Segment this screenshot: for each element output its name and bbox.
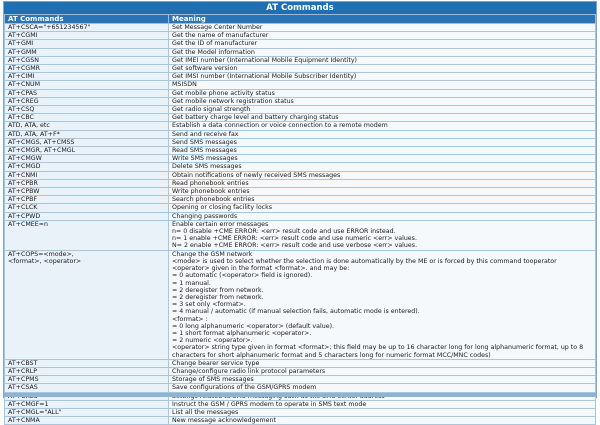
command-cell: AT+CSQ xyxy=(5,106,169,114)
command-cell: AT+CSCA="+651234567" xyxy=(5,24,169,32)
meaning-cell: Change/configure radio link protocol parameters xyxy=(169,367,596,375)
table-row xyxy=(5,65,596,73)
table-row xyxy=(5,24,596,32)
meaning-cell: Write SMS messages xyxy=(169,155,596,163)
table-row xyxy=(5,359,596,367)
table-row xyxy=(5,32,596,40)
command-cell: AT+CSAS xyxy=(5,384,169,392)
command-cell: AT+CMGR, AT+CMGL xyxy=(5,147,169,155)
meaning-cell: Send SMS messages xyxy=(169,138,596,146)
command-cell: AT+CPMS xyxy=(5,376,169,384)
command-cell: AT+CBST xyxy=(5,359,169,367)
meaning-cell: Read SMS messages xyxy=(169,147,596,155)
meaning-cell: Get mobile phone activity status xyxy=(169,89,596,97)
bottom-border-band xyxy=(4,393,596,397)
table-row xyxy=(5,376,596,384)
table-row xyxy=(5,147,596,155)
command-cell: AT+CNMI xyxy=(5,171,169,179)
command-cell: AT+CMGW xyxy=(5,155,169,163)
table-row xyxy=(5,122,596,130)
meaning-cell: Change bearer service type xyxy=(169,359,596,367)
command-cell: AT+CPBF xyxy=(5,196,169,204)
command-cell: AT+CRLP xyxy=(5,367,169,375)
table-row xyxy=(5,212,596,220)
meaning-cell: Get IMEI number (International Mobile Equipment Identity) xyxy=(169,56,596,64)
meaning-cell: New message acknowledgement xyxy=(169,417,596,425)
panel-title: AT Commands xyxy=(4,2,596,14)
command-cell: AT+CREG xyxy=(5,97,169,105)
command-cell: AT+CPBW xyxy=(5,188,169,196)
table-row xyxy=(5,56,596,64)
command-cell: AT+CNMA xyxy=(5,417,169,425)
table-row xyxy=(5,138,596,146)
meaning-cell: Get the Model information xyxy=(169,48,596,56)
command-cell: AT+CPBR xyxy=(5,179,169,187)
table-row xyxy=(5,81,596,89)
meaning-cell: Get the name of manufacturer xyxy=(169,32,596,40)
table-row xyxy=(5,130,596,138)
command-cell: AT+CGMI xyxy=(5,32,169,40)
command-cell: AT+CNUM xyxy=(5,81,169,89)
table-row xyxy=(5,163,596,171)
at-commands-table xyxy=(4,14,596,425)
table-row xyxy=(5,40,596,48)
table-row xyxy=(5,155,596,163)
meaning-cell: Obtain notifications of newly received SMS messages xyxy=(169,171,596,179)
table-row xyxy=(5,417,596,425)
command-cell: AT+CGSN xyxy=(5,56,169,64)
command-cell: AT+CMGL="ALL" xyxy=(5,408,169,416)
command-cell: AT+CIMI xyxy=(5,73,169,81)
command-cell: AT+CPAS xyxy=(5,89,169,97)
table-row xyxy=(5,196,596,204)
command-cell: AT+GMI xyxy=(5,40,169,48)
command-cell: AT+CPWD xyxy=(5,212,169,220)
meaning-cell: Establish a data connection or voice connection to a remote modem xyxy=(169,122,596,130)
meaning-cell: MSISDN xyxy=(169,81,596,89)
table-row xyxy=(5,408,596,416)
table-row xyxy=(5,188,596,196)
command-cell: AT+CBC xyxy=(5,114,169,122)
meaning-cell: Get software version xyxy=(169,65,596,73)
table-row xyxy=(5,89,596,97)
meaning-cell: Get battery charge level and battery charging status xyxy=(169,114,596,122)
command-cell: AT+CMEE=n xyxy=(5,220,169,250)
meaning-cell: List all the messages xyxy=(169,408,596,416)
table-row xyxy=(5,97,596,105)
meaning-cell: Send and receive fax xyxy=(169,130,596,138)
meaning-cell: Opening or closing facility locks xyxy=(169,204,596,212)
column-header-meaning: Meaning xyxy=(169,15,596,24)
meaning-cell: Get IMSI number (International Mobile Subscriber Identity) xyxy=(169,73,596,81)
command-cell: AT+CMGS, AT+CMSS xyxy=(5,138,169,146)
table-header-row xyxy=(5,15,596,24)
table-body xyxy=(5,24,596,425)
meaning-cell: Write phonebook entries xyxy=(169,188,596,196)
meaning-cell: Read phonebook entries xyxy=(169,179,596,187)
meaning-cell: Instruct the GSM / GPRS modem to operate in SMS text mode xyxy=(169,400,596,408)
table-row xyxy=(5,367,596,375)
table-row xyxy=(5,384,596,392)
command-cell: AT+GMM xyxy=(5,48,169,56)
command-cell: AT+CLCK xyxy=(5,204,169,212)
table-row xyxy=(5,250,596,359)
command-cell: AT+CMGF=1 xyxy=(5,400,169,408)
table-row xyxy=(5,106,596,114)
table-row xyxy=(5,204,596,212)
table-row xyxy=(5,220,596,250)
table-row xyxy=(5,48,596,56)
column-header-command: AT Commands xyxy=(5,15,169,24)
table-row xyxy=(5,114,596,122)
command-cell: AT+CGMR xyxy=(5,65,169,73)
command-cell: ATD, ATA, etc xyxy=(5,122,169,130)
meaning-cell: Get mobile network registration status xyxy=(169,97,596,105)
table-row xyxy=(5,171,596,179)
meaning-cell: Enable certain error messages n= 0 disable +CME ERROR: <err> result code and use ERROR instead. n= 1 enable +CME ERROR: <err> result code and use numeric <err> values. N= 2 enable +CME ERROR: <err> result code and use verbose <err> values. xyxy=(169,220,596,250)
table-row xyxy=(5,73,596,81)
command-cell: ATD, ATA, AT+F* xyxy=(5,130,169,138)
meaning-cell: Get radio signal strength xyxy=(169,106,596,114)
table-row xyxy=(5,400,596,408)
table-row xyxy=(5,179,596,187)
command-cell: AT+COPS=<mode>, <format>, <operator> xyxy=(5,250,169,359)
command-cell: AT+CMGD xyxy=(5,163,169,171)
at-commands-panel xyxy=(3,1,597,425)
meaning-cell: Changing passwords xyxy=(169,212,596,220)
meaning-cell: Delete SMS messages xyxy=(169,163,596,171)
meaning-cell: Get the ID of manufacturer xyxy=(169,40,596,48)
meaning-cell: Search phonebook entries xyxy=(169,196,596,204)
meaning-cell: Change the GSM network <mode> is used to select whether the selection is done automatically by the ME or is forced by this command tooperator <operator> given in the format <format>. and may be: = 0 automatic (<operator> field is ignored). = 1 manual. = 2 deregister from network. = 2 deregister from network. = 3 set only <format>. = 4 manual / automatic (if manual selection fails, automatic mode is entered). <format> : = 0 long alphanumeric <operator> (default value). = 1 short format alphanumeric <operator>. = 2 numeric <operator>. <operator> string type given in format <format>; this field may be up to 16 character long for long alphanumeric format, up to 8 characters for short alphanumeric format and 5 characters long for numeric format MCC/MNC codes) xyxy=(169,250,596,359)
meaning-cell: Storage of SMS messages xyxy=(169,376,596,384)
meaning-cell: Save configurations of the GSM/GPRS modem xyxy=(169,384,596,392)
meaning-cell: Set Message Center Number xyxy=(169,24,596,32)
